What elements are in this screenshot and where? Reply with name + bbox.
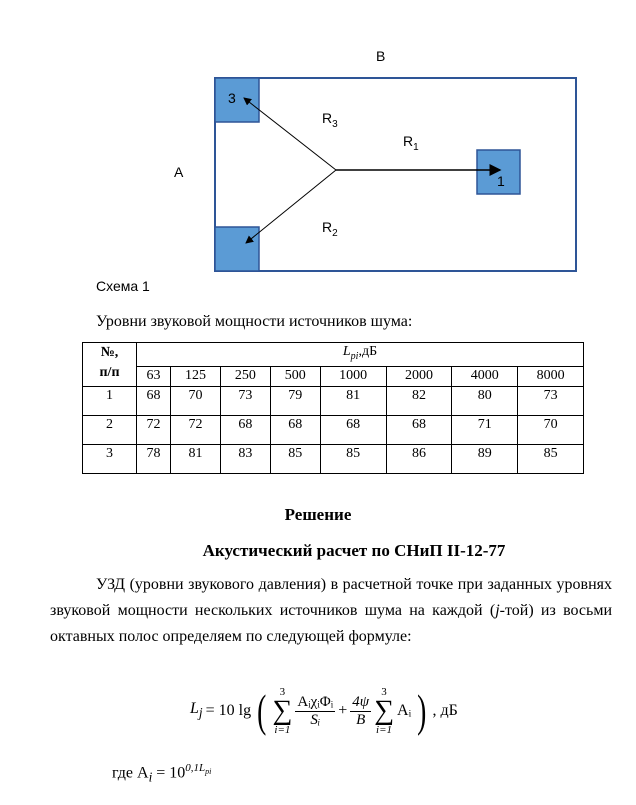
level-cell: 79 [270, 386, 320, 415]
body-paragraph: УЗД (уровни звукового давления) в расчетной точке при заданных уровнях звуковой мощности нескольких источников шума на каждой (j-той) из восьми октавных полос определяем по следующей формуле: [50, 576, 613, 645]
col-number-header: №, п/п [83, 343, 137, 387]
level-cell: 85 [270, 444, 320, 473]
level-cell: 68 [386, 415, 452, 444]
table-row [83, 415, 584, 444]
frequency-header: 1000 [320, 366, 386, 386]
frequency-header: 250 [220, 366, 270, 386]
level-cell: 73 [220, 386, 270, 415]
source-3-label: 3 [228, 90, 236, 106]
level-cell: 89 [452, 444, 518, 473]
row-number: 2 [83, 415, 137, 444]
level-cell: 83 [220, 444, 270, 473]
level-cell: 68 [220, 415, 270, 444]
r2-label: $R_2$ [322, 219, 338, 239]
level-cell: 82 [386, 386, 452, 415]
frequency-header: 4000 [452, 366, 518, 386]
level-cell: 80 [452, 386, 518, 415]
level-cell: 86 [386, 444, 452, 473]
level-cell: 68 [137, 386, 171, 415]
level-cell: 70 [518, 415, 584, 444]
r1-label: $R_1$ [403, 133, 419, 153]
room-outline [215, 78, 576, 271]
level-cell: 70 [171, 386, 221, 415]
frequency-header: 2000 [386, 366, 452, 386]
diagram-caption: Схема 1 [96, 278, 150, 294]
noise-source-2 [215, 227, 259, 271]
r3-arrow [244, 98, 336, 170]
label-a: A [174, 164, 184, 180]
level-cell: 85 [518, 444, 584, 473]
level-cell: 72 [171, 415, 221, 444]
level-cell: 68 [320, 415, 386, 444]
level-cell: 81 [171, 444, 221, 473]
table-row [83, 386, 584, 415]
frequency-row [83, 366, 584, 386]
frequency-header: 125 [171, 366, 221, 386]
level-cell: 81 [320, 386, 386, 415]
where-definition: где $A_i = 10^{0,1L_{pi}}$ [112, 762, 212, 785]
level-cell: 73 [518, 386, 584, 415]
spl-formula: $L_j$ = 10 lg ( 3 ∑ i=1 $\frac{\text{AᵢχᵢΦᵢ}}{\text{Sᵢ}}$ + $\frac{4\psi}{B}$ 3 ∑ i=1 Aᵢ ) , дБ [190, 685, 458, 736]
table-row [83, 444, 584, 473]
noise-source-3 [215, 78, 259, 122]
noise-levels-table [82, 342, 584, 474]
label-b: B [376, 48, 386, 64]
frequency-header: 8000 [518, 366, 584, 386]
level-cell: 71 [452, 415, 518, 444]
source-1-label: 1 [497, 173, 505, 189]
frequency-header: 500 [270, 366, 320, 386]
room-diagram [0, 0, 636, 300]
frequency-header: 63 [137, 366, 171, 386]
level-cell: 78 [137, 444, 171, 473]
row-number: 3 [83, 444, 137, 473]
r3-label: $R_3$ [322, 110, 338, 130]
level-cell: 68 [270, 415, 320, 444]
table-intro: Уровни звуковой мощности источников шума: [96, 313, 413, 330]
level-cell: 85 [320, 444, 386, 473]
row-number: 1 [83, 386, 137, 415]
lpi-header: $L_{pi},дБ$ [137, 343, 584, 367]
section-heading: Акустический расчет по СНиП II-12-77 [202, 541, 506, 560]
level-cell: 72 [137, 415, 171, 444]
solution-heading: Решение [284, 505, 352, 524]
